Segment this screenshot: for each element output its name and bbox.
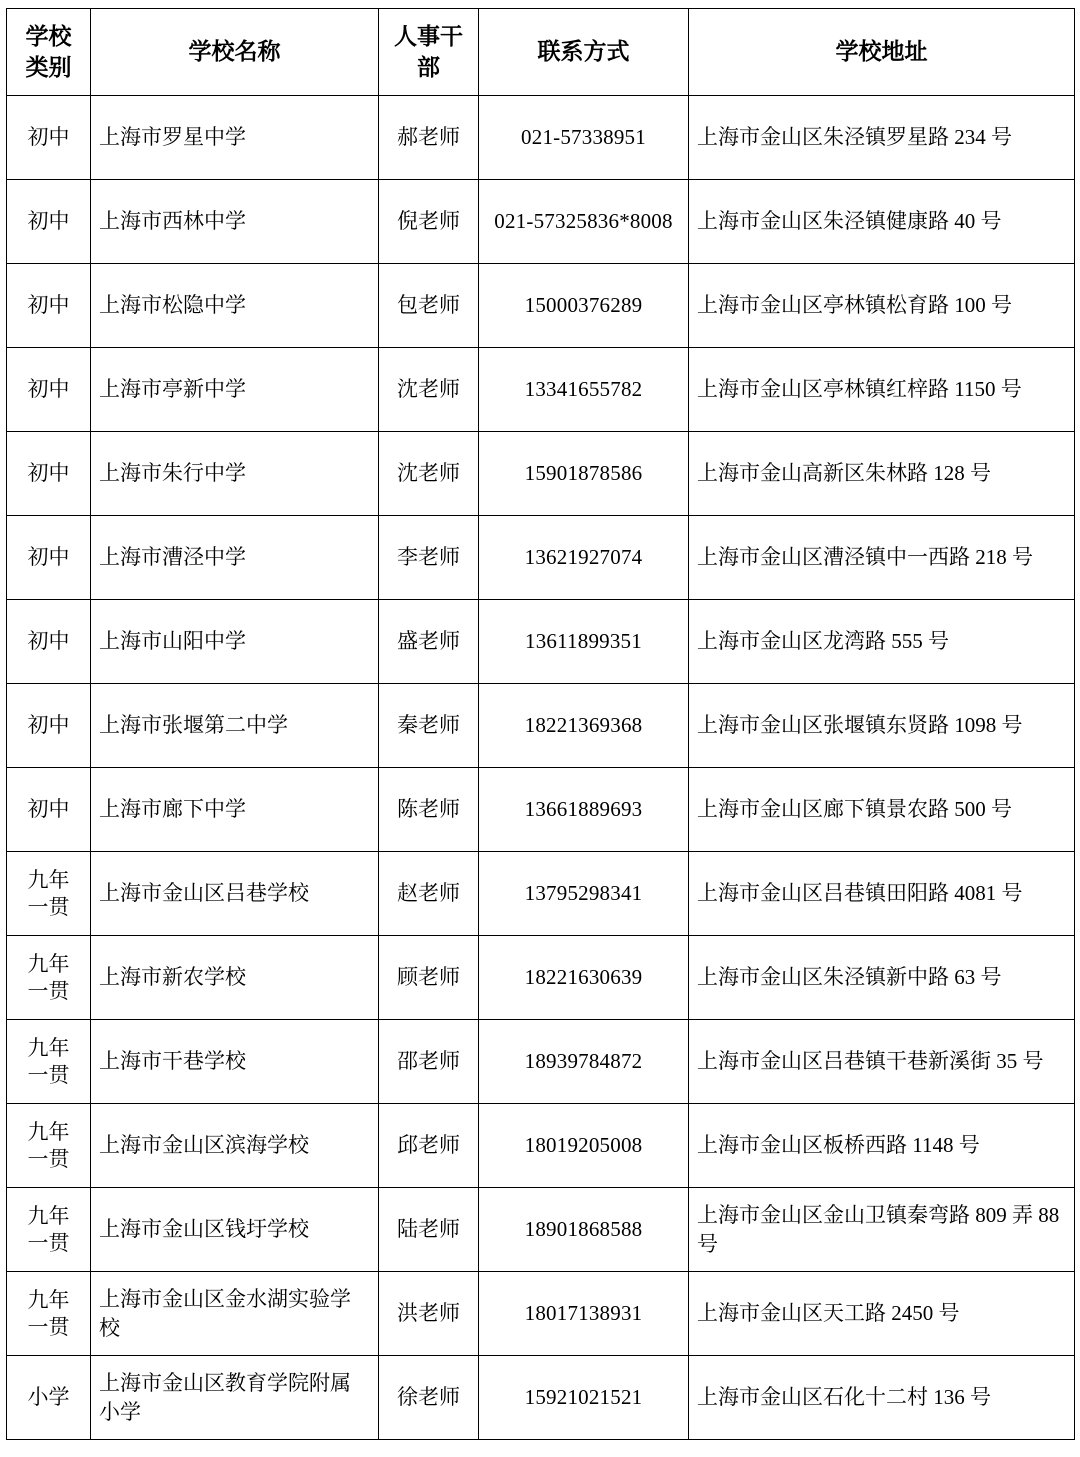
column-header-category-line1: 学校	[25, 23, 72, 49]
column-header-school-name: 学校名称	[91, 9, 379, 96]
cell-category	[7, 1104, 91, 1188]
cell-school-name: 上海市西林中学	[91, 180, 379, 264]
cell-address: 上海市金山区朱泾镇新中路 63 号	[689, 936, 1075, 1020]
cell-category	[7, 1272, 91, 1356]
cell-staff: 陆老师	[379, 1188, 479, 1272]
cell-address: 上海市金山区朱泾镇罗星路 234 号	[689, 96, 1075, 180]
column-header-category	[7, 9, 91, 96]
cell-address: 上海市金山区龙湾路 555 号	[689, 600, 1075, 684]
cell-school-name: 上海市罗星中学	[91, 96, 379, 180]
cell-category	[7, 768, 91, 852]
cell-school-name: 上海市新农学校	[91, 936, 379, 1020]
cell-contact: 18901868588	[479, 1188, 689, 1272]
cell-category	[7, 936, 91, 1020]
cell-address: 上海市金山区张堰镇东贤路 1098 号	[689, 684, 1075, 768]
table-row	[7, 1020, 1075, 1104]
cell-category	[7, 516, 91, 600]
cell-contact: 18019205008	[479, 1104, 689, 1188]
cell-category	[7, 348, 91, 432]
cell-category	[7, 600, 91, 684]
table-row	[7, 348, 1075, 432]
cell-category-line1: 初中	[27, 125, 70, 150]
table-row	[7, 516, 1075, 600]
cell-address: 上海市金山区吕巷镇田阳路 4081 号	[689, 852, 1075, 936]
table-row	[7, 264, 1075, 348]
table-row	[7, 936, 1075, 1020]
table-row	[7, 1356, 1075, 1440]
cell-contact: 13341655782	[479, 348, 689, 432]
cell-category-line2: 一贯	[27, 1146, 70, 1171]
cell-staff: 李老师	[379, 516, 479, 600]
cell-school-name: 上海市金山区滨海学校	[91, 1104, 379, 1188]
cell-category	[7, 1188, 91, 1272]
cell-category-line1: 九年	[27, 868, 70, 893]
cell-category-line2: 一贯	[27, 894, 70, 919]
table-row	[7, 432, 1075, 516]
cell-category	[7, 96, 91, 180]
cell-school-name: 上海市亭新中学	[91, 348, 379, 432]
cell-school-name: 上海市干巷学校	[91, 1020, 379, 1104]
cell-category-line2: 一贯	[27, 1230, 70, 1255]
cell-contact: 13621927074	[479, 516, 689, 600]
cell-category-line1: 九年	[27, 1204, 70, 1229]
table-row	[7, 1104, 1075, 1188]
column-header-staff-line2: 部	[417, 55, 440, 80]
cell-staff: 邵老师	[379, 1020, 479, 1104]
cell-category	[7, 264, 91, 348]
column-header-staff-line1: 人事干	[394, 23, 463, 49]
cell-contact: 18221369368	[479, 684, 689, 768]
cell-staff: 陈老师	[379, 768, 479, 852]
cell-address: 上海市金山区廊下镇景农路 500 号	[689, 768, 1075, 852]
cell-contact: 15000376289	[479, 264, 689, 348]
cell-school-name: 上海市松隐中学	[91, 264, 379, 348]
table-row	[7, 600, 1075, 684]
cell-address: 上海市金山区朱泾镇健康路 40 号	[689, 180, 1075, 264]
table-row	[7, 1188, 1075, 1272]
cell-staff: 徐老师	[379, 1356, 479, 1440]
cell-category-line1: 初中	[27, 461, 70, 486]
cell-address: 上海市金山区板桥西路 1148 号	[689, 1104, 1075, 1188]
table-row	[7, 180, 1075, 264]
cell-school-name: 上海市廊下中学	[91, 768, 379, 852]
cell-category-line1: 九年	[27, 1288, 70, 1313]
cell-address: 上海市金山高新区朱林路 128 号	[689, 432, 1075, 516]
cell-address: 上海市金山区吕巷镇干巷新溪街 35 号	[689, 1020, 1075, 1104]
cell-category	[7, 1020, 91, 1104]
cell-staff: 顾老师	[379, 936, 479, 1020]
cell-category-line1: 初中	[27, 545, 70, 570]
table-row	[7, 768, 1075, 852]
cell-address: 上海市金山区天工路 2450 号	[689, 1272, 1075, 1356]
cell-category	[7, 1356, 91, 1440]
cell-category	[7, 684, 91, 768]
cell-staff: 沈老师	[379, 348, 479, 432]
cell-contact: 18221630639	[479, 936, 689, 1020]
cell-school-name: 上海市漕泾中学	[91, 516, 379, 600]
cell-staff: 盛老师	[379, 600, 479, 684]
cell-school-name: 上海市金山区钱圩学校	[91, 1188, 379, 1272]
cell-address: 上海市金山区金山卫镇秦弯路 809 弄 88 号	[689, 1188, 1075, 1272]
cell-category-line1: 初中	[27, 377, 70, 402]
cell-category	[7, 432, 91, 516]
cell-address: 上海市金山区漕泾镇中一西路 218 号	[689, 516, 1075, 600]
cell-staff: 包老师	[379, 264, 479, 348]
cell-category-line1: 初中	[27, 797, 70, 822]
cell-staff: 洪老师	[379, 1272, 479, 1356]
cell-school-name: 上海市金山区教育学院附属小学	[91, 1356, 379, 1440]
cell-category-line1: 初中	[27, 293, 70, 318]
column-header-address: 学校地址	[689, 9, 1075, 96]
table-row	[7, 1272, 1075, 1356]
cell-school-name: 上海市山阳中学	[91, 600, 379, 684]
school-contact-table	[6, 8, 1075, 1440]
column-header-staff	[379, 9, 479, 96]
table-body	[7, 96, 1075, 1440]
cell-staff: 郝老师	[379, 96, 479, 180]
cell-school-name: 上海市朱行中学	[91, 432, 379, 516]
cell-contact: 18017138931	[479, 1272, 689, 1356]
column-header-contact: 联系方式	[479, 9, 689, 96]
cell-contact: 15901878586	[479, 432, 689, 516]
column-header-category-line2: 类别	[25, 55, 72, 80]
cell-contact: 13661889693	[479, 768, 689, 852]
table-header	[7, 9, 1075, 96]
cell-staff: 赵老师	[379, 852, 479, 936]
cell-category-line1: 初中	[27, 713, 70, 738]
table-row	[7, 96, 1075, 180]
cell-school-name: 上海市金山区吕巷学校	[91, 852, 379, 936]
table-row	[7, 852, 1075, 936]
cell-category-line1: 九年	[27, 1036, 70, 1061]
cell-staff: 邱老师	[379, 1104, 479, 1188]
cell-category-line1: 初中	[27, 629, 70, 654]
cell-school-name: 上海市金山区金水湖实验学校	[91, 1272, 379, 1356]
cell-contact: 021-57338951	[479, 96, 689, 180]
cell-contact: 13611899351	[479, 600, 689, 684]
table-row	[7, 684, 1075, 768]
cell-category	[7, 180, 91, 264]
cell-contact: 13795298341	[479, 852, 689, 936]
cell-category-line1: 小学	[27, 1385, 70, 1410]
cell-category	[7, 852, 91, 936]
cell-category-line1: 九年	[27, 1120, 70, 1145]
cell-category-line2: 一贯	[27, 1314, 70, 1339]
cell-school-name: 上海市张堰第二中学	[91, 684, 379, 768]
cell-category-line1: 初中	[27, 209, 70, 234]
cell-category-line1: 九年	[27, 952, 70, 977]
cell-contact: 18939784872	[479, 1020, 689, 1104]
cell-staff: 倪老师	[379, 180, 479, 264]
cell-category-line2: 一贯	[27, 978, 70, 1003]
cell-address: 上海市金山区石化十二村 136 号	[689, 1356, 1075, 1440]
cell-address: 上海市金山区亭林镇红梓路 1150 号	[689, 348, 1075, 432]
cell-category-line2: 一贯	[27, 1062, 70, 1087]
cell-contact: 15921021521	[479, 1356, 689, 1440]
cell-staff: 秦老师	[379, 684, 479, 768]
cell-contact: 021-57325836*8008	[479, 180, 689, 264]
cell-staff: 沈老师	[379, 432, 479, 516]
table-header-row	[7, 9, 1075, 96]
cell-address: 上海市金山区亭林镇松育路 100 号	[689, 264, 1075, 348]
